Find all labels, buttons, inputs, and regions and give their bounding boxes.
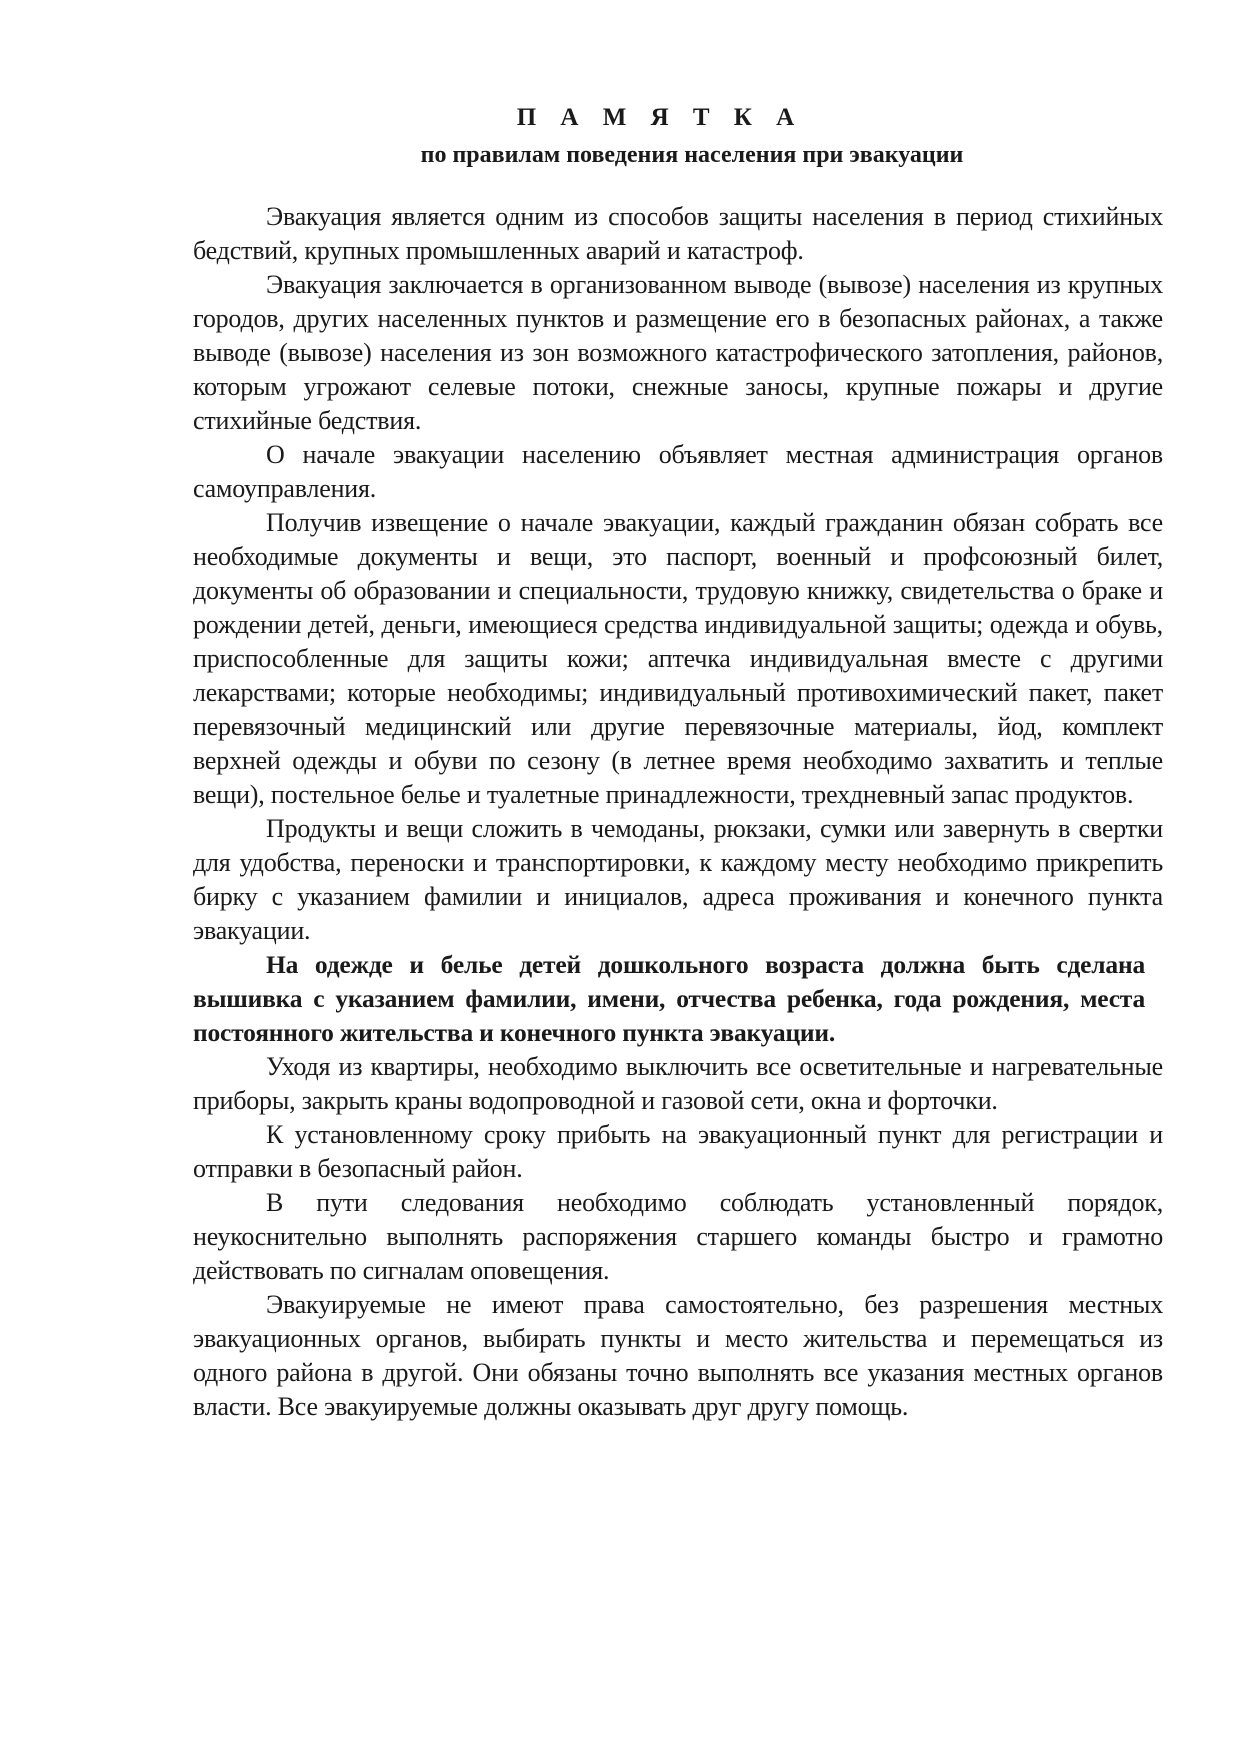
paragraph-packing: Продукты и вещи сложить в чемоданы, рюкзаки, сумки или завернуть в свертки для удобства, переноски и транспортировки, к каждому месту необходимо прикрепить бирку с указанием фамилии и инициалов, адреса проживания и конечного пункта эвакуации.: [193, 814, 1163, 945]
paragraph-documents-and-items: Получив извещение о начале эвакуации, каждый гражданин обязан собрать все необходимые документы и вещи, это паспорт, военный и профсоюзный билет, документы об образовании и специальности, трудовую книжку, свидетельства о браке и рождении детей, деньги, имеющиеся средства индивидуальной защиты; одежда и обувь, приспособленные для защиты кожи; аптечка индивидуальная вместе с другими лекарствами; которые необходимы; индивидуальный противохимический пакет, пакет перевязочный медицинский или другие перевязочные материалы, йод, комплект верхней одежды и обуви по сезону (в летнее время необходимо захватить и теплые вещи), постельное белье и туалетные принадлежности, трехдневный запас продуктов.: [193, 508, 1163, 809]
paragraph-evacuation-announcement: О начале эвакуации населению объявляет местная администрация органов самоуправления.: [193, 440, 1163, 503]
document-body: [193, 200, 1163, 1424]
document-subtitle: по правилам поведения населения при эвакуации: [420, 142, 964, 168]
paragraph-leaving-apartment: Уходя из квартиры, необходимо выключить все осветительные и нагревательные приборы, закрыть краны водопроводной и газовой сети, окна и форточки.: [193, 1052, 1163, 1115]
paragraph-evacuation-definition: Эвакуация является одним из способов защиты населения в период стихийных бедствий, крупных промышленных аварий и катастроф.: [193, 202, 1163, 265]
paragraph-evacuee-rules: Эвакуируемые не имеют права самостоятельно, без разрешения местных эвакуационных органов, выбирать пункты и место жительства и перемещаться из одного района в другой. Они обязаны точно выполнять все указания местных органов власти. Все эвакуируемые должны оказывать друг другу помощь.: [193, 1290, 1163, 1421]
paragraph-children-labels: На одежде и белье детей дошкольного возраста должна быть сделана вышивка с указанием фамилии, имени, отчества ребенка, года рождения, места постоянного жительства и конечного пункта эвакуации.: [193, 950, 1145, 1047]
document-title: П А М Я Т К А: [516, 104, 804, 131]
paragraph-evacuation-essence: Эвакуация заключается в организованном выводе (вывозе) населения из крупных городов, других населенных пунктов и размещение его в безопасных районах, а также выводе (вывозе) населения из зон возможного катастрофического затопления, районов, которым угрожают селевые потоки, снежные заносы, крупные пожары и другие стихийные бедствия.: [193, 270, 1163, 435]
paragraph-en-route: В пути следования необходимо соблюдать установленный порядок, неукоснительно выполнять распоряжения старшего команды быстро и грамотно действовать по сигналам оповещения.: [193, 1188, 1163, 1285]
paragraph-arrival: К установленному сроку прибыть на эвакуационный пункт для регистрации и отправки в безопасный район.: [193, 1120, 1163, 1183]
